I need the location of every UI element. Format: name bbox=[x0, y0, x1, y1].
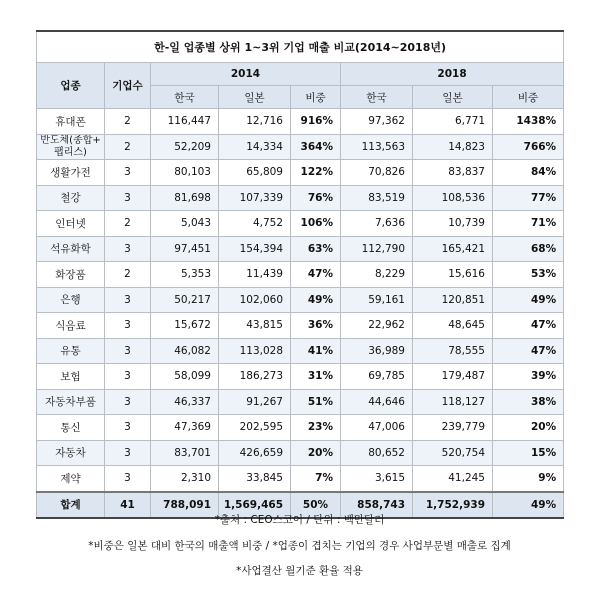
count-cell: 3 bbox=[105, 415, 151, 441]
count-cell: 3 bbox=[105, 287, 151, 313]
table-row bbox=[37, 389, 564, 415]
total-ratio-2018: 49% bbox=[493, 492, 564, 518]
japan-2014-cell: 186,273 bbox=[219, 364, 291, 390]
korea-2018-cell: 22,962 bbox=[341, 313, 413, 339]
ratio-2018-cell: 47% bbox=[493, 338, 564, 364]
korea-2014-cell: 46,082 bbox=[151, 338, 219, 364]
japan-2018-cell: 165,421 bbox=[413, 236, 493, 262]
korea-2014-cell: 81,698 bbox=[151, 185, 219, 211]
count-cell: 2 bbox=[105, 109, 151, 135]
table-row bbox=[37, 134, 564, 160]
count-cell: 2 bbox=[105, 134, 151, 160]
ratio-2018-cell: 38% bbox=[493, 389, 564, 415]
ratio-2018-cell: 766% bbox=[493, 134, 564, 160]
japan-2018-cell: 48,645 bbox=[413, 313, 493, 339]
japan-2018-cell: 78,555 bbox=[413, 338, 493, 364]
ratio-2014-cell: 63% bbox=[291, 236, 341, 262]
note-ratio-definition: *비중은 일본 대비 한국의 매출액 비중 / *업종이 겹치는 기업의 경우 사업부문별 매출로 집계 bbox=[88, 540, 511, 552]
ratio-2014-cell: 76% bbox=[291, 185, 341, 211]
table-row bbox=[37, 109, 564, 135]
korea-2014-cell: 15,672 bbox=[151, 313, 219, 339]
header-year-2018: 2018 bbox=[341, 63, 564, 86]
table-row bbox=[37, 313, 564, 339]
korea-2018-cell: 69,785 bbox=[341, 364, 413, 390]
count-cell: 2 bbox=[105, 211, 151, 237]
note-exchange-rate: *사업결산 월기준 환율 적용 bbox=[236, 565, 363, 577]
total-count: 41 bbox=[105, 492, 151, 518]
industry-cell: 반도체(종합+ 팹리스) bbox=[37, 134, 105, 160]
industry-cell: 유통 bbox=[37, 338, 105, 364]
japan-2014-cell: 107,339 bbox=[219, 185, 291, 211]
japan-2014-cell: 14,334 bbox=[219, 134, 291, 160]
korea-2014-cell: 83,701 bbox=[151, 440, 219, 466]
total-label: 합계 bbox=[37, 492, 105, 518]
korea-2014-cell: 116,447 bbox=[151, 109, 219, 135]
ratio-2014-cell: 106% bbox=[291, 211, 341, 237]
japan-2014-cell: 113,028 bbox=[219, 338, 291, 364]
ratio-2014-cell: 49% bbox=[291, 287, 341, 313]
table-row bbox=[37, 364, 564, 390]
korea-2018-cell: 112,790 bbox=[341, 236, 413, 262]
ratio-2018-cell: 77% bbox=[493, 185, 564, 211]
japan-2018-cell: 10,739 bbox=[413, 211, 493, 237]
korea-2014-cell: 2,310 bbox=[151, 466, 219, 492]
korea-2014-cell: 5,353 bbox=[151, 262, 219, 288]
count-cell: 3 bbox=[105, 338, 151, 364]
korea-2014-cell: 50,217 bbox=[151, 287, 219, 313]
korea-2018-cell: 113,563 bbox=[341, 134, 413, 160]
korea-2018-cell: 70,826 bbox=[341, 160, 413, 186]
industry-cell: 인터넷 bbox=[37, 211, 105, 237]
industry-cell: 화장품 bbox=[37, 262, 105, 288]
korea-2018-cell: 3,615 bbox=[341, 466, 413, 492]
ratio-2018-cell: 49% bbox=[493, 287, 564, 313]
ratio-2018-cell: 71% bbox=[493, 211, 564, 237]
industry-cell: 통신 bbox=[37, 415, 105, 441]
table-row bbox=[37, 415, 564, 441]
korea-2014-cell: 47,369 bbox=[151, 415, 219, 441]
japan-2014-cell: 202,595 bbox=[219, 415, 291, 441]
industry-cell: 석유화학 bbox=[37, 236, 105, 262]
ratio-2014-cell: 122% bbox=[291, 160, 341, 186]
korea-2014-cell: 5,043 bbox=[151, 211, 219, 237]
ratio-2014-cell: 364% bbox=[291, 134, 341, 160]
header-korea-2018: 한국 bbox=[341, 86, 413, 109]
table-row bbox=[37, 236, 564, 262]
japan-2018-cell: 14,823 bbox=[413, 134, 493, 160]
ratio-2014-cell: 7% bbox=[291, 466, 341, 492]
count-cell: 3 bbox=[105, 185, 151, 211]
industry-cell: 제약 bbox=[37, 466, 105, 492]
ratio-2018-cell: 15% bbox=[493, 440, 564, 466]
count-cell: 3 bbox=[105, 440, 151, 466]
industry-cell: 식음료 bbox=[37, 313, 105, 339]
table-title: 한-일 업종별 상위 1~3위 기업 매출 비교(2014~2018년) bbox=[37, 31, 564, 63]
japan-2018-cell: 239,779 bbox=[413, 415, 493, 441]
ratio-2018-cell: 39% bbox=[493, 364, 564, 390]
total-ratio-2014: 50% bbox=[291, 492, 341, 518]
ratio-2018-cell: 20% bbox=[493, 415, 564, 441]
table-row bbox=[37, 262, 564, 288]
industry-cell: 철강 bbox=[37, 185, 105, 211]
korea-2018-cell: 8,229 bbox=[341, 262, 413, 288]
count-cell: 3 bbox=[105, 236, 151, 262]
korea-2018-cell: 83,519 bbox=[341, 185, 413, 211]
ratio-2014-cell: 36% bbox=[291, 313, 341, 339]
count-cell: 3 bbox=[105, 160, 151, 186]
korea-2018-cell: 80,652 bbox=[341, 440, 413, 466]
count-cell: 2 bbox=[105, 262, 151, 288]
count-cell: 3 bbox=[105, 389, 151, 415]
japan-2018-cell: 118,127 bbox=[413, 389, 493, 415]
ratio-2018-cell: 84% bbox=[493, 160, 564, 186]
sales-comparison-table bbox=[36, 30, 564, 519]
japan-2014-cell: 102,060 bbox=[219, 287, 291, 313]
industry-cell: 은행 bbox=[37, 287, 105, 313]
ratio-2014-cell: 23% bbox=[291, 415, 341, 441]
korea-2018-cell: 59,161 bbox=[341, 287, 413, 313]
header-ratio-2014: 비중 bbox=[291, 86, 341, 109]
total-korea-2018: 858,743 bbox=[341, 492, 413, 518]
korea-2018-cell: 7,636 bbox=[341, 211, 413, 237]
japan-2018-cell: 179,487 bbox=[413, 364, 493, 390]
ratio-2018-cell: 1438% bbox=[493, 109, 564, 135]
industry-cell: 생활가전 bbox=[37, 160, 105, 186]
table-row bbox=[37, 338, 564, 364]
note-source: *출처 : CEO스코어 / 단위 : 백만달러 bbox=[214, 514, 385, 526]
ratio-2014-cell: 51% bbox=[291, 389, 341, 415]
korea-2018-cell: 97,362 bbox=[341, 109, 413, 135]
japan-2018-cell: 41,245 bbox=[413, 466, 493, 492]
japan-2014-cell: 65,809 bbox=[219, 160, 291, 186]
japan-2018-cell: 83,837 bbox=[413, 160, 493, 186]
industry-cell: 자동차 bbox=[37, 440, 105, 466]
korea-2014-cell: 80,103 bbox=[151, 160, 219, 186]
japan-2018-cell: 15,616 bbox=[413, 262, 493, 288]
table-body bbox=[37, 109, 564, 492]
japan-2014-cell: 4,752 bbox=[219, 211, 291, 237]
korea-2014-cell: 58,099 bbox=[151, 364, 219, 390]
count-cell: 3 bbox=[105, 313, 151, 339]
table-row bbox=[37, 440, 564, 466]
industry-cell: 보험 bbox=[37, 364, 105, 390]
industry-cell: 자동차부품 bbox=[37, 389, 105, 415]
japan-2014-cell: 43,815 bbox=[219, 313, 291, 339]
korea-2014-cell: 52,209 bbox=[151, 134, 219, 160]
ratio-2014-cell: 31% bbox=[291, 364, 341, 390]
ratio-2018-cell: 68% bbox=[493, 236, 564, 262]
ratio-2014-cell: 20% bbox=[291, 440, 341, 466]
ratio-2014-cell: 41% bbox=[291, 338, 341, 364]
japan-2018-cell: 108,536 bbox=[413, 185, 493, 211]
ratio-2014-cell: 916% bbox=[291, 109, 341, 135]
japan-2018-cell: 120,851 bbox=[413, 287, 493, 313]
total-japan-2014: 1,569,465 bbox=[219, 492, 291, 518]
industry-cell: 휴대폰 bbox=[37, 109, 105, 135]
ratio-2014-cell: 47% bbox=[291, 262, 341, 288]
ratio-2018-cell: 53% bbox=[493, 262, 564, 288]
japan-2018-cell: 6,771 bbox=[413, 109, 493, 135]
korea-2014-cell: 97,451 bbox=[151, 236, 219, 262]
japan-2014-cell: 33,845 bbox=[219, 466, 291, 492]
korea-2018-cell: 44,646 bbox=[341, 389, 413, 415]
header-japan-2014: 일본 bbox=[219, 86, 291, 109]
japan-2014-cell: 12,716 bbox=[219, 109, 291, 135]
header-korea-2014: 한국 bbox=[151, 86, 219, 109]
table-row bbox=[37, 185, 564, 211]
table-row bbox=[37, 211, 564, 237]
count-cell: 3 bbox=[105, 364, 151, 390]
header-ratio-2018: 비중 bbox=[493, 86, 564, 109]
korea-2018-cell: 47,006 bbox=[341, 415, 413, 441]
header-year-2014: 2014 bbox=[151, 63, 341, 86]
header-industry: 업종 bbox=[37, 63, 105, 109]
table-row bbox=[37, 160, 564, 186]
total-korea-2014: 788,091 bbox=[151, 492, 219, 518]
japan-2014-cell: 426,659 bbox=[219, 440, 291, 466]
japan-2014-cell: 11,439 bbox=[219, 262, 291, 288]
header-japan-2018: 일본 bbox=[413, 86, 493, 109]
korea-2014-cell: 46,337 bbox=[151, 389, 219, 415]
japan-2014-cell: 154,394 bbox=[219, 236, 291, 262]
ratio-2018-cell: 9% bbox=[493, 466, 564, 492]
japan-2014-cell: 91,267 bbox=[219, 389, 291, 415]
header-count: 기업수 bbox=[105, 63, 151, 109]
count-cell: 3 bbox=[105, 466, 151, 492]
japan-2018-cell: 520,754 bbox=[413, 440, 493, 466]
korea-2018-cell: 36,989 bbox=[341, 338, 413, 364]
table-row bbox=[37, 287, 564, 313]
ratio-2018-cell: 47% bbox=[493, 313, 564, 339]
total-japan-2018: 1,752,939 bbox=[413, 492, 493, 518]
comparison-table-container bbox=[36, 30, 563, 519]
table-row bbox=[37, 466, 564, 492]
